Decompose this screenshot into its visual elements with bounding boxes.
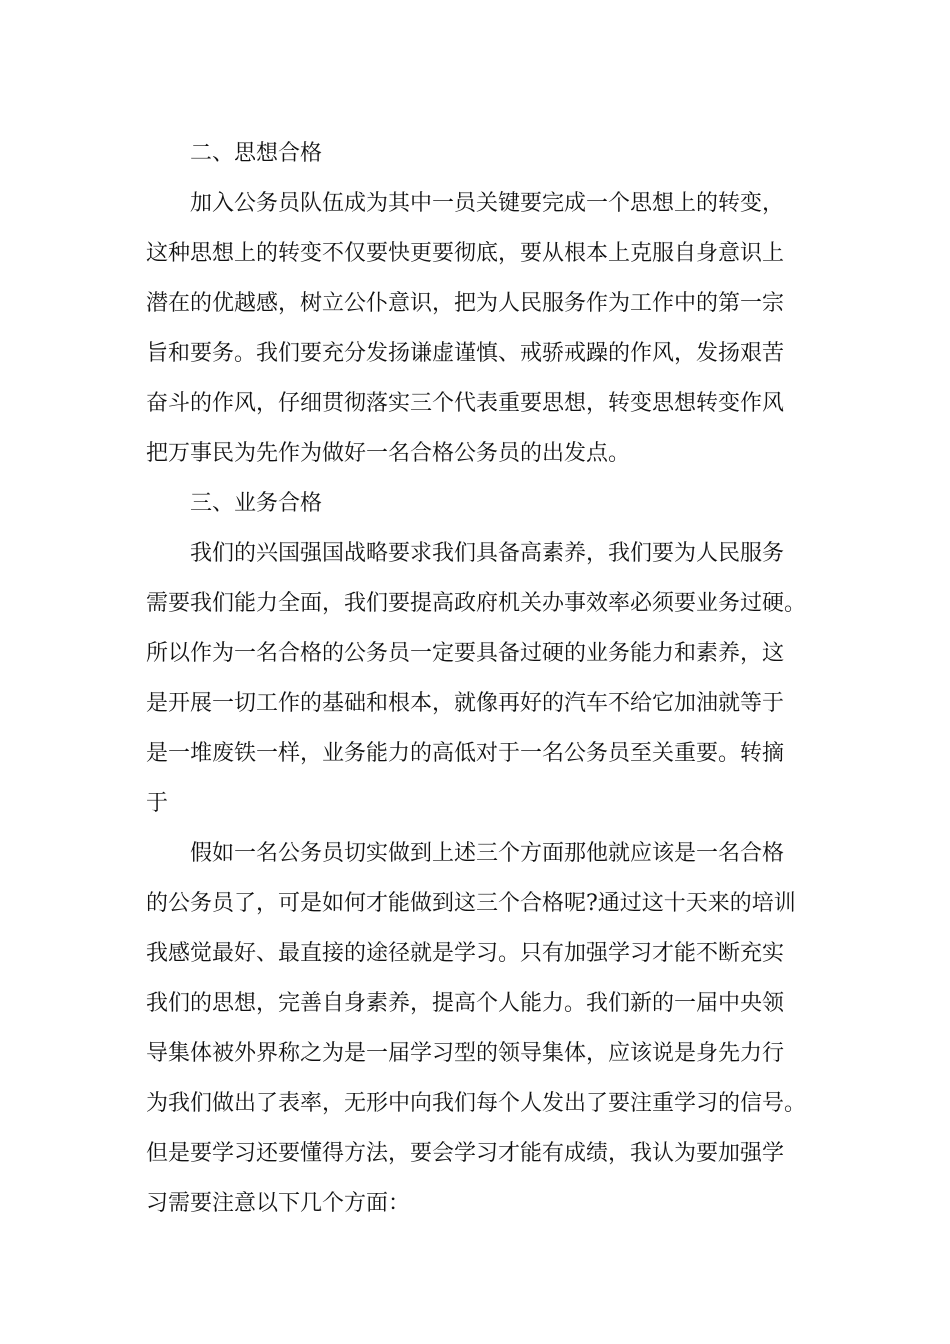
paragraph: [146, 179, 810, 479]
paragraph-line: 需要我们能力全面，我们要提高政府机关办事效率必须要业务过硬。: [146, 591, 807, 616]
paragraph-line: 是开展一切工作的基础和根本，就像再好的汽车不给它加油就等于: [146, 691, 785, 716]
section-heading: 三、业务合格: [190, 491, 323, 516]
paragraph-line: 这种思想上的转变不仅要快更要彻底，要从根本上克服自身意识上: [146, 241, 785, 266]
paragraph-line: 习需要注意以下几个方面：: [146, 1191, 411, 1216]
paragraph-line: 是一堆废铁一样，业务能力的高低对于一名公务员至关重要。转摘: [146, 741, 785, 766]
paragraph-line: 我感觉最好、最直接的途径就是学习。只有加强学习才能不断充实: [146, 941, 785, 966]
document-body: [146, 129, 810, 1229]
paragraph-line: 为我们做出了表率，无形中向我们每个人发出了要注重学习的信号。: [146, 1091, 807, 1116]
paragraph-line: 假如一名公务员切实做到上述三个方面那他就应该是一名合格: [190, 841, 785, 866]
paragraph-line: 于: [146, 791, 169, 816]
paragraph-line: 我们的兴国强国战略要求我们具备高素养，我们要为人民服务: [190, 541, 785, 566]
paragraph-line: 导集体被外界称之为是一届学习型的领导集体，应该说是身先力行: [146, 1041, 785, 1066]
paragraph-line: 所以作为一名合格的公务员一定要具备过硬的业务能力和素养，这: [146, 641, 785, 666]
paragraph: [146, 829, 810, 1229]
paragraph-line: 旨和要务。我们要充分发扬谦虚谨慎、戒骄戒躁的作风，发扬艰苦: [146, 341, 785, 366]
paragraph-line: 但是要学习还要懂得方法，要会学习才能有成绩，我认为要加强学: [146, 1141, 785, 1166]
paragraph-line: 我们的思想，完善自身素养，提高个人能力。我们新的一届中央领: [146, 991, 785, 1016]
paragraph-line: 的公务员了，可是如何才能做到这三个合格呢?通过这十天来的培训: [146, 891, 796, 916]
section-heading: 二、思想合格: [190, 141, 323, 166]
paragraph: [146, 529, 810, 829]
paragraph-line: 加入公务员队伍成为其中一员关键要完成一个思想上的转变，: [190, 191, 785, 216]
paragraph-line: 奋斗的作风，仔细贯彻落实三个代表重要思想，转变思想转变作风: [146, 391, 785, 416]
paragraph-line: 把万事民为先作为做好一名合格公务员的出发点。: [146, 441, 631, 466]
paragraph-line: 潜在的优越感，树立公仆意识，把为人民服务作为工作中的第一宗: [146, 291, 785, 316]
